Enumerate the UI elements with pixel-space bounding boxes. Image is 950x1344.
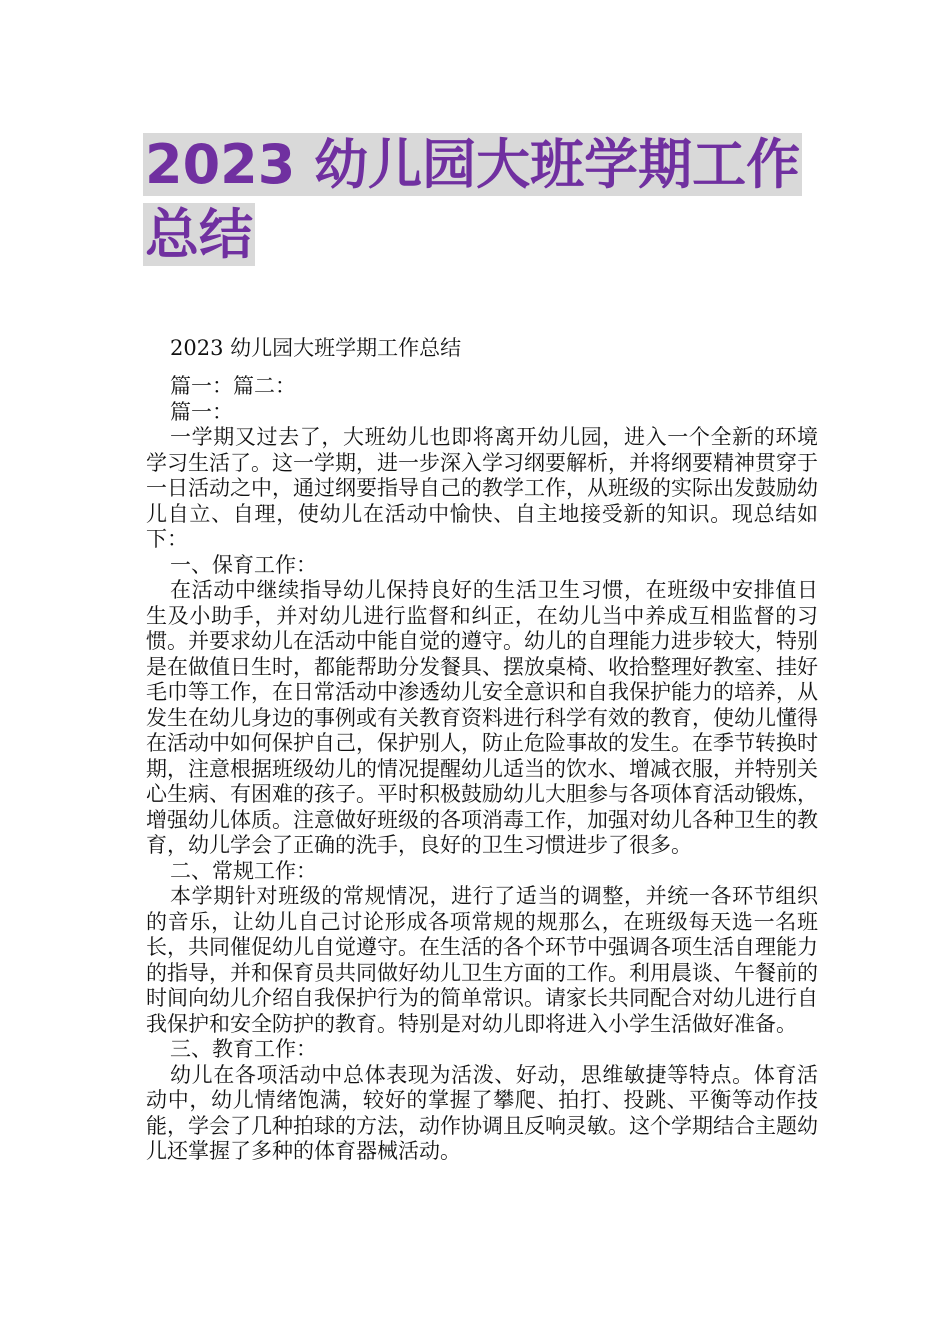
section3-paragraph: 幼儿在各项活动中总体表现为活泼、好动，思维敏捷等特点。体育活动中，幼儿情绪饱满，较好的掌握了攀爬、拍打、投跳、平衡等动作技能，学会了几种拍球的方法，动作协调且反响灵敏。这个学期结合主题幼儿还掌握了多种的体育器械活动。 bbox=[146, 1062, 818, 1163]
main-title bbox=[143, 130, 813, 270]
intro-paragraph: 一学期又过去了，大班幼儿也即将离开幼儿园，进入一个全新的环境学习生活了。这一学期，进一步深入学习纲要解析，并将纲要精神贯穿于一日活动之中，通过纲要指导自己的教学工作，从班级的实际出发鼓励幼儿自立、自理，使幼儿在活动中愉快、自主地接受新的知识。现总结如下： bbox=[146, 425, 818, 551]
main-title-text: 2023 幼儿园大班学期工作总结 bbox=[145, 133, 801, 266]
section1-heading: 一、保育工作： bbox=[170, 552, 317, 577]
section1-paragraph: 在活动中继续指导幼儿保持良好的生活卫生习惯，在班级中安排值日生及小助手，并对幼儿进行监督和纠正，在幼儿当中养成互相监督的习惯。并要求幼儿在活动中能自觉的遵守。幼儿的自理能力进步较大，特别是在做值日生时，都能帮助分发餐具、摆放桌椅、收拾整理好教室、挂好毛巾等工作，在日常活动中渗透幼儿安全意识和自我保护能力的培养，从发生在幼儿身边的事例或有关教育资料进行科学有效的教育，使幼儿懂得在活动中如何保护自己，保护别人，防止危险事故的发生。在季节转换时期，注意根据班级幼儿的情况提醒幼儿适当的饮水、增减衣服，并特别关心生病、有困难的孩子。平时积极鼓励幼儿大胆参与各项体育活动锻炼，增强幼儿体质。注意做好班级的各项消毒工作，加强对幼儿各种卫生的教育，幼儿学会了正确的洗手，良好的卫生习惯进步了很多。 bbox=[146, 578, 818, 857]
section3-heading: 三、教育工作： bbox=[170, 1037, 317, 1061]
document-body bbox=[146, 334, 818, 1165]
subtitle: 2023 幼儿园大班学期工作总结 bbox=[170, 336, 462, 360]
section2-heading: 二、常规工作： bbox=[170, 858, 317, 883]
toc-line: 篇一：篇二： bbox=[170, 374, 296, 398]
section2-paragraph: 本学期针对班级的常规情况，进行了适当的调整，并统一各环节组织的音乐，让幼儿自己讨论形成各项常规的规那么，在班级每天选一名班长，共同催促幼儿自觉遵守。在生活的各个环节中强调各项生活自理能力的指导，并和保育员共同做好幼儿卫生方面的工作。利用晨谈、午餐前的时间向幼儿介绍自我保护行为的简单常识。请家长共同配合对幼儿进行自我保护和安全防护的教育。特别是对幼儿即将进入小学生活做好准备。 bbox=[146, 884, 818, 1036]
part-label: 篇一： bbox=[170, 399, 233, 424]
